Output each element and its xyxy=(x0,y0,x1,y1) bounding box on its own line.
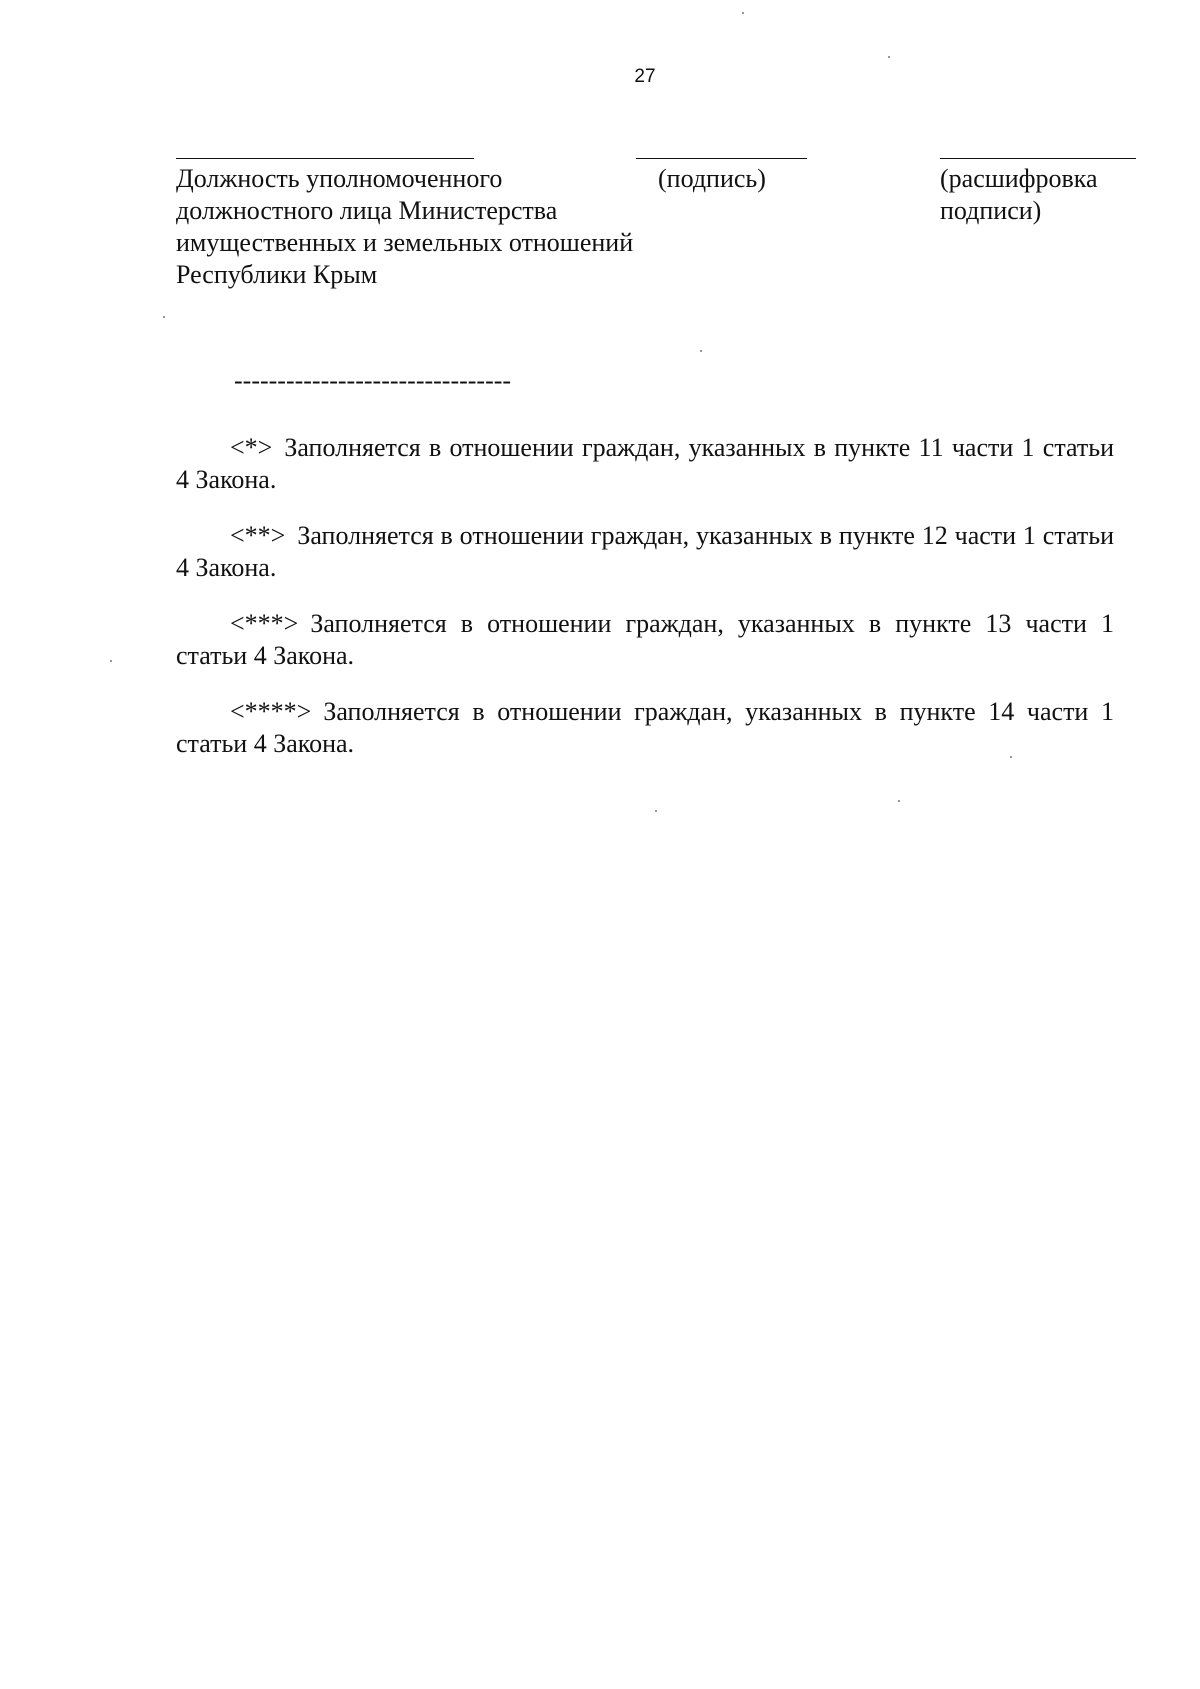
footnote-item xyxy=(176,696,1114,760)
position-label: Должность уполномоченного должностного лица Министерства имущественных и земельных отношений Республики Крым xyxy=(176,164,634,289)
footnote-separator: -------------------------------- xyxy=(234,366,512,395)
footnote-marker: <**> xyxy=(230,521,286,550)
scan-speck xyxy=(655,810,657,812)
footnote-text: Заполняется в отношении граждан, указанных в пункте 14 части 1 статьи 4 Закона. xyxy=(176,697,1114,758)
footnote-text: Заполняется в отношении граждан, указанных в пункте 12 части 1 статьи 4 Закона. xyxy=(176,521,1114,582)
signature-position-block xyxy=(176,158,656,291)
position-underline xyxy=(176,158,474,159)
scan-speck xyxy=(742,12,744,14)
signature-field-block xyxy=(636,158,836,195)
scan-speck xyxy=(888,56,890,58)
footnotes-list xyxy=(176,432,1114,784)
footnote-marker: <*> xyxy=(230,433,273,462)
footnote-text: Заполняется в отношении граждан, указанных в пункте 13 части 1 статьи 4 Закона. xyxy=(176,609,1114,670)
scan-speck xyxy=(163,316,165,318)
scan-speck xyxy=(110,660,112,662)
page-number: 27 xyxy=(634,66,656,87)
decode-label: (расшифровка подписи) xyxy=(940,164,1098,225)
footnote-marker: <***> xyxy=(230,609,299,638)
footnote-item xyxy=(176,520,1114,584)
scan-speck xyxy=(898,800,900,802)
signature-decode-block xyxy=(940,158,1140,227)
decode-underline xyxy=(940,158,1136,159)
signature-underline xyxy=(636,158,807,159)
signature-label: (подпись) xyxy=(658,164,766,193)
scan-speck xyxy=(1010,756,1012,758)
scan-speck xyxy=(700,350,702,352)
footnote-text: Заполняется в отношении граждан, указанных в пункте 11 части 1 статьи 4 Закона. xyxy=(176,433,1114,494)
footnote-item xyxy=(176,608,1114,672)
footnote-marker: <****> xyxy=(230,697,312,726)
footnote-item xyxy=(176,432,1114,496)
